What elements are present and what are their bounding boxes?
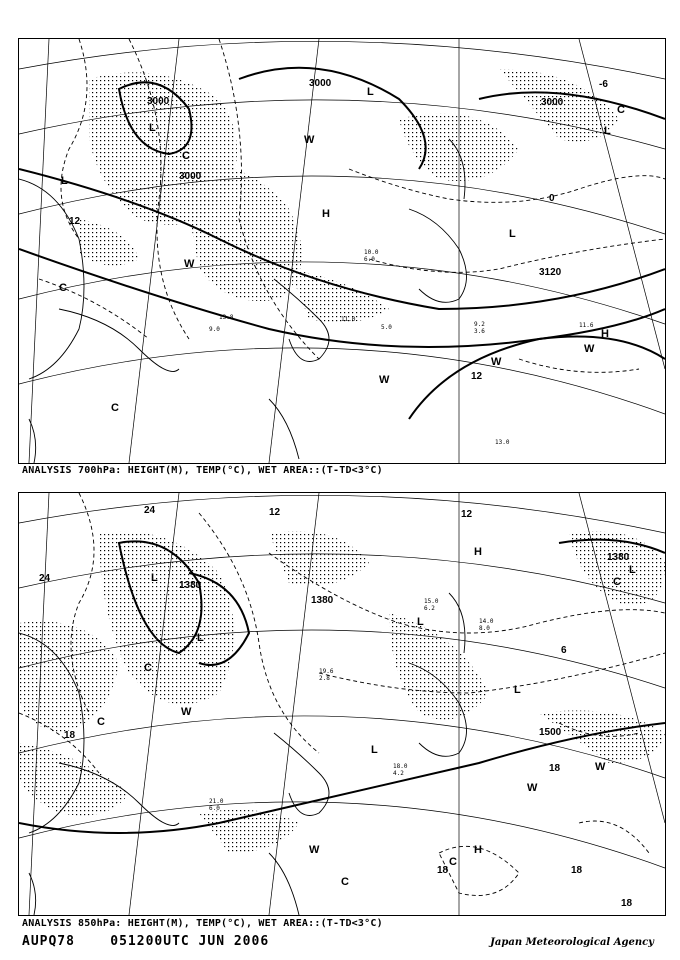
cold-center: C (449, 856, 457, 868)
obs-label: 19.6 (319, 668, 334, 675)
height-label: 1380 (311, 595, 334, 606)
height-label: 1380 (179, 580, 202, 591)
chart-identifier (22, 934, 269, 949)
isotherm-label: 18 (571, 865, 583, 876)
isotherm-label: 18 (549, 763, 561, 774)
cold-center: C (111, 402, 119, 414)
map-700hpa-canvas (19, 39, 665, 463)
low-center: L (417, 616, 424, 628)
obs-label: 15.0 (424, 598, 439, 605)
height-label: 1380 (607, 552, 630, 563)
low-center: L (371, 744, 378, 756)
obs-label: 11.6 (579, 322, 594, 329)
obs-label: 21.0 (209, 798, 224, 805)
cold-center: C (617, 104, 625, 116)
obs-label: 6.0 (364, 256, 375, 263)
high-center: H (474, 546, 482, 558)
warm-center: W (527, 782, 538, 794)
isotherm-label: -6 (599, 79, 608, 90)
low-center: L (367, 86, 374, 98)
cold-center: C (341, 876, 349, 888)
high-center: H (474, 844, 482, 856)
warm-center: W (379, 374, 390, 386)
cold-center: C (144, 662, 152, 674)
isotherm-label: 6 (561, 645, 567, 656)
chart-id: AUPQ78 (22, 934, 75, 949)
height-label: 3000 (179, 171, 202, 182)
cold-center: C (59, 282, 67, 294)
low-center: L (61, 175, 68, 187)
isotherm-label: 12 (461, 509, 473, 520)
warm-center: W (491, 356, 502, 368)
high-center: H (322, 208, 330, 220)
low-center: L (149, 122, 156, 134)
low-center: L (629, 564, 636, 576)
low-center: L (509, 228, 516, 240)
height-label: 3000 (147, 96, 170, 107)
isotherm-label: 24 (39, 573, 51, 584)
analysis-700hpa-map (18, 38, 666, 464)
isotherm-label: 24 (144, 505, 156, 516)
low-center: L (604, 125, 611, 137)
obs-label: 8.0 (479, 625, 490, 632)
obs-label: 9.0 (209, 326, 220, 333)
height-label: 3000 (309, 78, 332, 89)
warm-center: W (181, 706, 192, 718)
cold-center: C (613, 576, 621, 588)
high-center: H (601, 328, 609, 340)
low-center: L (514, 684, 521, 696)
warm-center: W (309, 844, 320, 856)
obs-label: 6.0 (209, 805, 220, 812)
isotherm-label: 18 (64, 730, 76, 741)
obs-label: 3.6 (474, 328, 485, 335)
height-label: 3120 (539, 267, 562, 278)
isotherm-label: 12 (471, 371, 483, 382)
map-850hpa-canvas (19, 493, 665, 915)
low-center: L (197, 632, 204, 644)
obs-label: 4.2 (393, 770, 404, 777)
height-label: 1500 (539, 727, 562, 738)
warm-center: W (584, 343, 595, 355)
warm-center: W (304, 134, 315, 146)
obs-label: 2.8 (319, 675, 330, 682)
isotherm-label: 18 (437, 865, 449, 876)
agency-credit: Japan Meteorological Agency (490, 937, 654, 948)
cold-center: C (182, 150, 190, 162)
cold-center: C (97, 716, 105, 728)
isotherm-label: 12 (69, 216, 81, 227)
wet-areas (79, 69, 619, 322)
obs-label: 18.0 (393, 763, 408, 770)
obs-label: 6.2 (424, 605, 435, 612)
obs-label: 14.0 (479, 618, 494, 625)
isotherm-label: 18 (621, 898, 633, 909)
isotherm-label: 12 (269, 507, 281, 518)
valid-time: 051200UTC JUN 2006 (110, 934, 270, 949)
warm-center: W (595, 761, 606, 773)
low-center: L (151, 572, 158, 584)
warm-center: W (184, 258, 195, 270)
caption-850hpa: ANALYSIS 850hPa: HEIGHT(M), TEMP(°C), WET AREA::(T-TD<3°C) (22, 918, 383, 929)
obs-label: 10.0 (364, 249, 379, 256)
analysis-850hpa-map (18, 492, 666, 916)
height-label: 3000 (541, 97, 564, 108)
obs-label: 5.0 (381, 324, 392, 331)
caption-700hpa: ANALYSIS 700hPa: HEIGHT(M), TEMP(°C), WET AREA::(T-TD<3°C) (22, 465, 383, 476)
obs-label: 9.2 (474, 321, 485, 328)
isotherm-label: 0 (549, 193, 555, 204)
obs-label: 13.0 (495, 439, 510, 446)
obs-label: 11.0 (341, 316, 356, 323)
obs-label: 13.8 (219, 314, 234, 321)
